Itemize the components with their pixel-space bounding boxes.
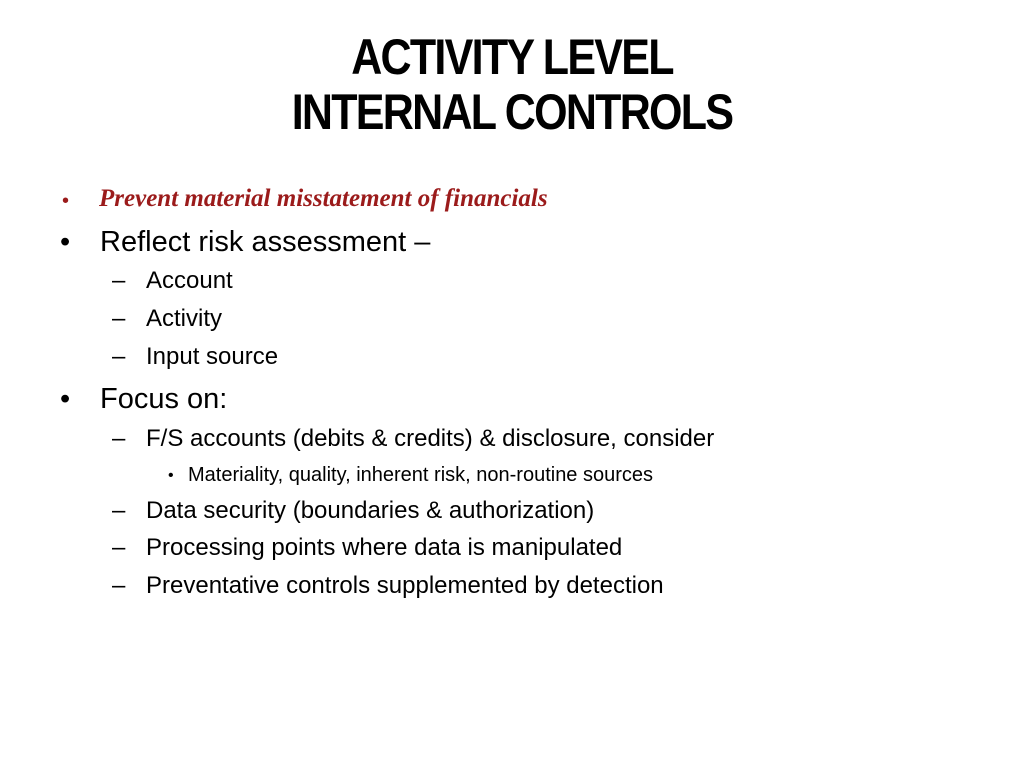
sub-item-text: Input source <box>146 343 279 370</box>
sub-item-text: Data security (boundaries & authorization) <box>146 497 595 524</box>
bullet-marker: • <box>60 383 71 415</box>
dash-marker: – <box>112 497 126 524</box>
dash-marker: – <box>112 267 126 294</box>
bullet-marker: • <box>168 467 174 484</box>
dash-marker: – <box>112 305 126 332</box>
sub-item-text: Preventative controls supplemented by detection <box>146 572 664 599</box>
sub-sub-item-text: Materiality, quality, inherent risk, non-routine sources <box>188 464 654 486</box>
sub-item-text: Activity <box>146 305 223 332</box>
title-line-2: INTERNAL CONTROLS <box>291 84 733 140</box>
dash-marker: – <box>112 534 126 561</box>
sub-item-text: Processing points where data is manipulated <box>146 534 623 561</box>
bullet-text: Prevent material misstatement of financials <box>99 185 548 212</box>
bullet-marker: • <box>62 190 70 212</box>
bullet-text: Reflect risk assessment – <box>100 226 431 258</box>
dash-marker: – <box>112 343 126 370</box>
bullet-text: Focus on: <box>100 383 228 415</box>
title-line-1: ACTIVITY LEVEL <box>351 29 673 85</box>
bullet-marker: • <box>60 226 71 258</box>
sub-item-text: F/S accounts (debits & credits) & disclosure, consider <box>146 425 715 452</box>
dash-marker: – <box>112 572 126 599</box>
sub-item-text: Account <box>146 267 233 294</box>
dash-marker: – <box>112 425 126 452</box>
slide-title <box>72 30 953 140</box>
